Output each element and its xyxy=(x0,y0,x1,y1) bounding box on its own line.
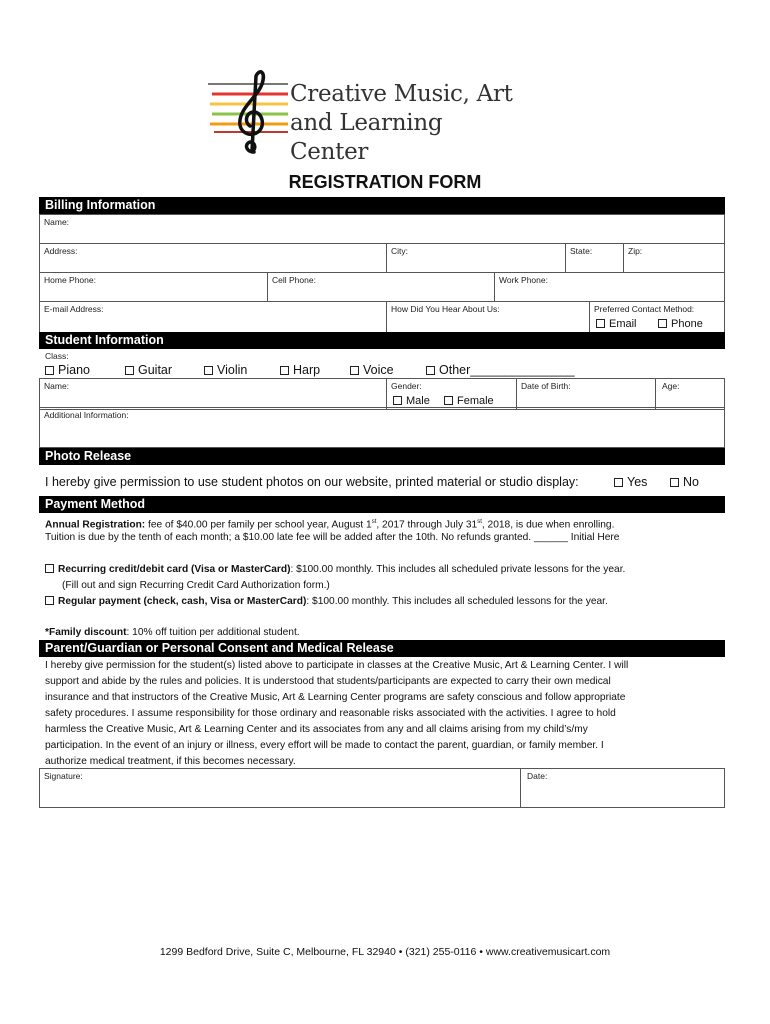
checkbox-icon[interactable] xyxy=(670,478,679,487)
annual-text-2: , 2017 through July 31 xyxy=(376,519,478,531)
tuition-text: Tuition is due by the tenth of each month; a $10.00 late fee will be added after the 10th. No refunds granted. ______ Initial Here xyxy=(45,532,620,543)
cell-phone-label: Cell Phone: xyxy=(272,275,316,285)
student-name-field[interactable] xyxy=(39,378,387,410)
consent-line: harmless the Creative Music, Art & Learning Center and its associates from any and all claims arising from my child’s/my xyxy=(45,724,588,735)
address-field[interactable] xyxy=(39,243,387,273)
family-discount-value: : 10% off tuition per additional student. xyxy=(126,627,300,638)
email-address-label: E-mail Address: xyxy=(44,304,104,314)
class-option-label: Violin xyxy=(217,363,248,377)
checkbox-icon[interactable] xyxy=(125,366,134,375)
how-heard-label: How Did You Hear About Us: xyxy=(391,304,500,314)
dob-field[interactable] xyxy=(516,378,656,410)
class-option-label: Voice xyxy=(363,363,394,377)
class-option-harp[interactable] xyxy=(280,363,320,377)
checkbox-icon[interactable] xyxy=(45,366,54,375)
signature-field[interactable] xyxy=(39,768,521,808)
checkbox-icon[interactable] xyxy=(596,319,605,328)
additional-info-field[interactable] xyxy=(39,407,725,448)
regular-payment-option[interactable] xyxy=(45,594,725,610)
class-option-voice[interactable] xyxy=(350,363,394,377)
consent-line: support and abide by the rules and policies. It is understood that students/participants are expected to carry their own medical xyxy=(45,676,611,687)
footer-contact: 1299 Bedford Drive, Suite C, Melbourne, FL 32940 • (321) 255-0116 • www.creativemusicart.com xyxy=(159,946,611,958)
checkbox-icon[interactable] xyxy=(426,366,435,375)
age-label: Age: xyxy=(662,381,680,391)
checkbox-icon[interactable] xyxy=(45,596,54,605)
date-field[interactable] xyxy=(520,768,725,808)
class-label: Class: xyxy=(45,351,69,361)
recurring-text: : $100.00 monthly. This includes all scheduled private lessons for the year. xyxy=(290,564,626,575)
consent-header: Parent/Guardian or Personal Consent and Medical Release xyxy=(39,640,725,657)
class-option-guitar[interactable] xyxy=(125,363,172,377)
billing-header: Billing Information xyxy=(39,197,725,214)
gender-label: Gender: xyxy=(391,381,422,391)
page-title: REGISTRATION FORM xyxy=(288,172,482,192)
class-option-label: Harp xyxy=(293,363,321,377)
consent-line: safety procedures. I assume responsibility for those ordinary and reasonable risks associated with the activities. I agree to hold xyxy=(45,708,616,719)
checkbox-icon[interactable] xyxy=(614,478,623,487)
class-option-piano[interactable] xyxy=(45,363,90,377)
family-discount-label: *Family discount xyxy=(45,627,127,638)
photo-yes-label: Yes xyxy=(627,475,648,489)
work-phone-label: Work Phone: xyxy=(499,275,548,285)
gender-field xyxy=(386,378,517,410)
zip-label: Zip: xyxy=(628,246,643,256)
pref-email-option[interactable] xyxy=(596,318,637,330)
billing-name-field[interactable] xyxy=(39,214,725,244)
annual-registration-label: Annual Registration: xyxy=(45,519,146,531)
additional-info-label: Additional Information: xyxy=(44,410,129,420)
photo-release-text: I hereby give permission to use student photos on our website, printed material or studio display: xyxy=(45,475,579,489)
dob-label: Date of Birth: xyxy=(521,381,571,391)
student-name-label: Name: xyxy=(44,381,70,391)
work-phone-field[interactable] xyxy=(494,272,725,302)
consent-line: I hereby give permission for the student(s) listed above to participate in classes at the Creative Music, Art & Learning Center. I will xyxy=(45,660,629,671)
recurring-payment-option[interactable] xyxy=(45,562,725,578)
checkbox-icon[interactable] xyxy=(280,366,289,375)
annual-text-1: fee of $40.00 per family per school year, August 1 xyxy=(145,519,372,531)
how-heard-field[interactable] xyxy=(386,301,590,333)
consent-line: participation. In the event of an injury or illness, every effort will be made to contact the parent, guardian, or family member. I xyxy=(45,740,604,751)
checkbox-icon[interactable] xyxy=(350,366,359,375)
age-field[interactable] xyxy=(655,378,725,410)
pref-phone-option[interactable] xyxy=(658,318,703,330)
photo-no-option[interactable] xyxy=(670,475,699,489)
email-address-field[interactable] xyxy=(39,301,387,333)
gender-male-label: Male xyxy=(406,395,430,407)
annual-text-3: , 2018, is due when enrolling. xyxy=(481,519,615,531)
annual-sup-2: st xyxy=(477,519,482,525)
checkbox-icon[interactable] xyxy=(393,396,402,405)
address-label: Address: xyxy=(44,246,78,256)
pref-phone-label: Phone xyxy=(671,318,703,330)
logo-text xyxy=(290,80,526,167)
gender-male-option[interactable] xyxy=(393,395,430,407)
annual-sup-1: st xyxy=(371,519,377,525)
regular-label: Regular payment (check, cash, Visa or MasterCard) xyxy=(58,596,307,607)
checkbox-icon[interactable] xyxy=(204,366,213,375)
state-field[interactable] xyxy=(565,243,624,273)
recurring-label: Recurring credit/debit card (Visa or MasterCard) xyxy=(58,564,291,575)
logo xyxy=(206,66,526,165)
city-field[interactable] xyxy=(386,243,566,273)
preferred-contact-field xyxy=(589,301,725,333)
zip-field[interactable] xyxy=(623,243,725,273)
family-discount-text xyxy=(45,625,725,641)
cell-phone-field[interactable] xyxy=(267,272,495,302)
class-option-violin[interactable] xyxy=(204,363,247,377)
state-label: State: xyxy=(570,246,593,256)
treble-clef-staff-icon xyxy=(206,66,296,158)
billing-name-label: Name: xyxy=(44,217,70,227)
recurring-note: (Fill out and sign Recurring Credit Card Authorization form.) xyxy=(62,580,330,591)
student-header: Student Information xyxy=(39,332,725,349)
regular-text: : $100.00 monthly. This includes all scheduled lessons for the year. xyxy=(306,596,608,607)
city-label: City: xyxy=(391,246,408,256)
class-option-label: Piano xyxy=(58,363,90,377)
photo-no-label: No xyxy=(683,475,699,489)
consent-paragraph xyxy=(45,658,721,770)
gender-female-option[interactable] xyxy=(444,395,494,407)
logo-line-2: and Learning Center xyxy=(290,110,443,165)
consent-line: insurance and that instructors of the Creative Music, Art & Learning Center programs are safety conscious and follow appropriate xyxy=(45,692,626,703)
payment-header: Payment Method xyxy=(39,496,725,513)
preferred-contact-label: Preferred Contact Method: xyxy=(594,304,695,314)
checkbox-icon[interactable] xyxy=(444,396,453,405)
consent-line: authorize medical treatment, if this becomes necessary. xyxy=(45,756,296,767)
class-option-label: Other_______________ xyxy=(439,363,575,377)
checkbox-icon[interactable] xyxy=(45,564,54,573)
photo-yes-option[interactable] xyxy=(614,475,647,489)
checkbox-icon[interactable] xyxy=(658,319,667,328)
home-phone-field[interactable] xyxy=(39,272,268,302)
signature-label: Signature: xyxy=(44,771,83,781)
gender-female-label: Female xyxy=(457,395,494,407)
class-option-label: Guitar xyxy=(138,363,173,377)
class-option-other[interactable] xyxy=(426,363,575,377)
date-label: Date: xyxy=(527,771,548,781)
logo-line-1: Creative Music, Art xyxy=(290,81,513,107)
pref-email-label: Email xyxy=(609,318,637,330)
home-phone-label: Home Phone: xyxy=(44,275,96,285)
photo-release-header: Photo Release xyxy=(39,448,725,465)
